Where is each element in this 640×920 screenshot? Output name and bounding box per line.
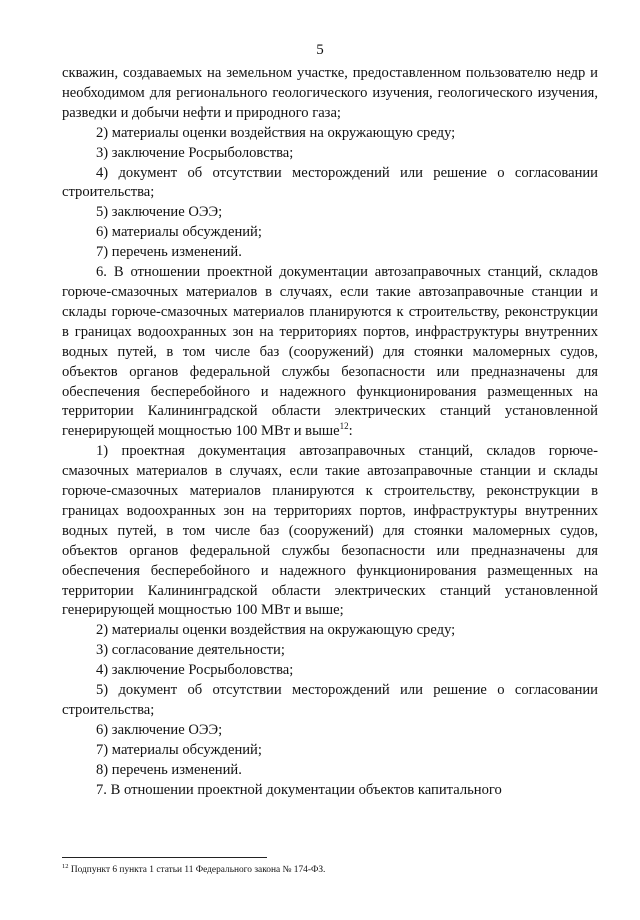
paragraph-intro-continuation: скважин, создаваемых на земельном участке, предоставленном пользователю недр и необходимом для регионального геологического изучения, геологического изучения, разведки и добычи нефти и природного газа;: [62, 65, 598, 121]
list-item-6-2: 2) материалы оценки воздействия на окружающую среду;: [96, 622, 456, 639]
footnote-marker: 12: [62, 862, 69, 870]
footnote-text: Подпункт 6 пункта 1 статьи 11 Федерального закона № 174-ФЗ.: [68, 865, 326, 875]
section-7-heading-paragraph: 7. В отношении проектной документации объектов капитального: [96, 781, 502, 798]
list-item-1-7: 7) перечень изменений.: [96, 244, 242, 261]
body-text: [62, 64, 598, 801]
section-6-heading-paragraph: 6. В отношении проектной документации автозаправочных станций, складов горюче-смазочных материалов в случаях, если такие автозаправочные станции и склады горюче-смазочных материалов планируются к строительству, реконструкции в границах водоохранных зон на территориях портов, инфраструктуры внутренних водных путей, в том числе баз (сооружений) для стоянки маломерных судов, объектов органов федеральной службы безопасности или предназначены для обеспечения бесперебойного и надежного функционирования размещенных на территории Калининградской области электрических станций установленной генерирующей мощностью 100 МВт и выше$^{12}$:: [62, 264, 598, 440]
list-item-6-6: 6) заключение ОЭЭ;: [96, 721, 223, 738]
list-item-1-5: 5) заключение ОЭЭ;: [96, 204, 223, 221]
footnote-reference: 12: [339, 421, 349, 432]
list-item-6-3: 3) согласование деятельности;: [96, 642, 285, 659]
footnote: [62, 864, 598, 876]
list-item-1-3: 3) заключение Росрыболовства;: [96, 144, 294, 161]
list-item-6-1: 1) проектная документация автозаправочных станций, складов горюче-смазочных материалов в случаях, если такие автозаправочные станции и склады горюче-смазочных материалов планируются к строительству, реконструкции в границах водоохранных зон на территориях портов, инфраструктуры внутренних водных путей, в том числе баз (сооружений) для стоянки маломерных судов, объектов органов федеральной службы безопасности или предназначены для обеспечения бесперебойного и надежного функционирования размещенных на территории Калининградской области электрических станций установленной генерирующей мощностью 100 МВт и выше;: [62, 443, 598, 619]
list-item-1-6: 6) материалы обсуждений;: [96, 224, 262, 241]
list-item-1-2: 2) материалы оценки воздействия на окружающую среду;: [96, 124, 456, 141]
list-item-6-5: 5) документ об отсутствии месторождений или решение о согласовании строительства;: [62, 682, 598, 718]
list-item-6-4: 4) заключение Росрыболовства;: [96, 662, 294, 679]
list-item-6-7: 7) материалы обсуждений;: [96, 741, 262, 758]
list-item-1-4: 4) документ об отсутствии месторождений или решение о согласовании строительства;: [62, 164, 598, 201]
list-item-6-8: 8) перечень изменений.: [96, 761, 242, 778]
footnote-divider: [62, 857, 267, 858]
page-number: 5: [316, 42, 324, 58]
